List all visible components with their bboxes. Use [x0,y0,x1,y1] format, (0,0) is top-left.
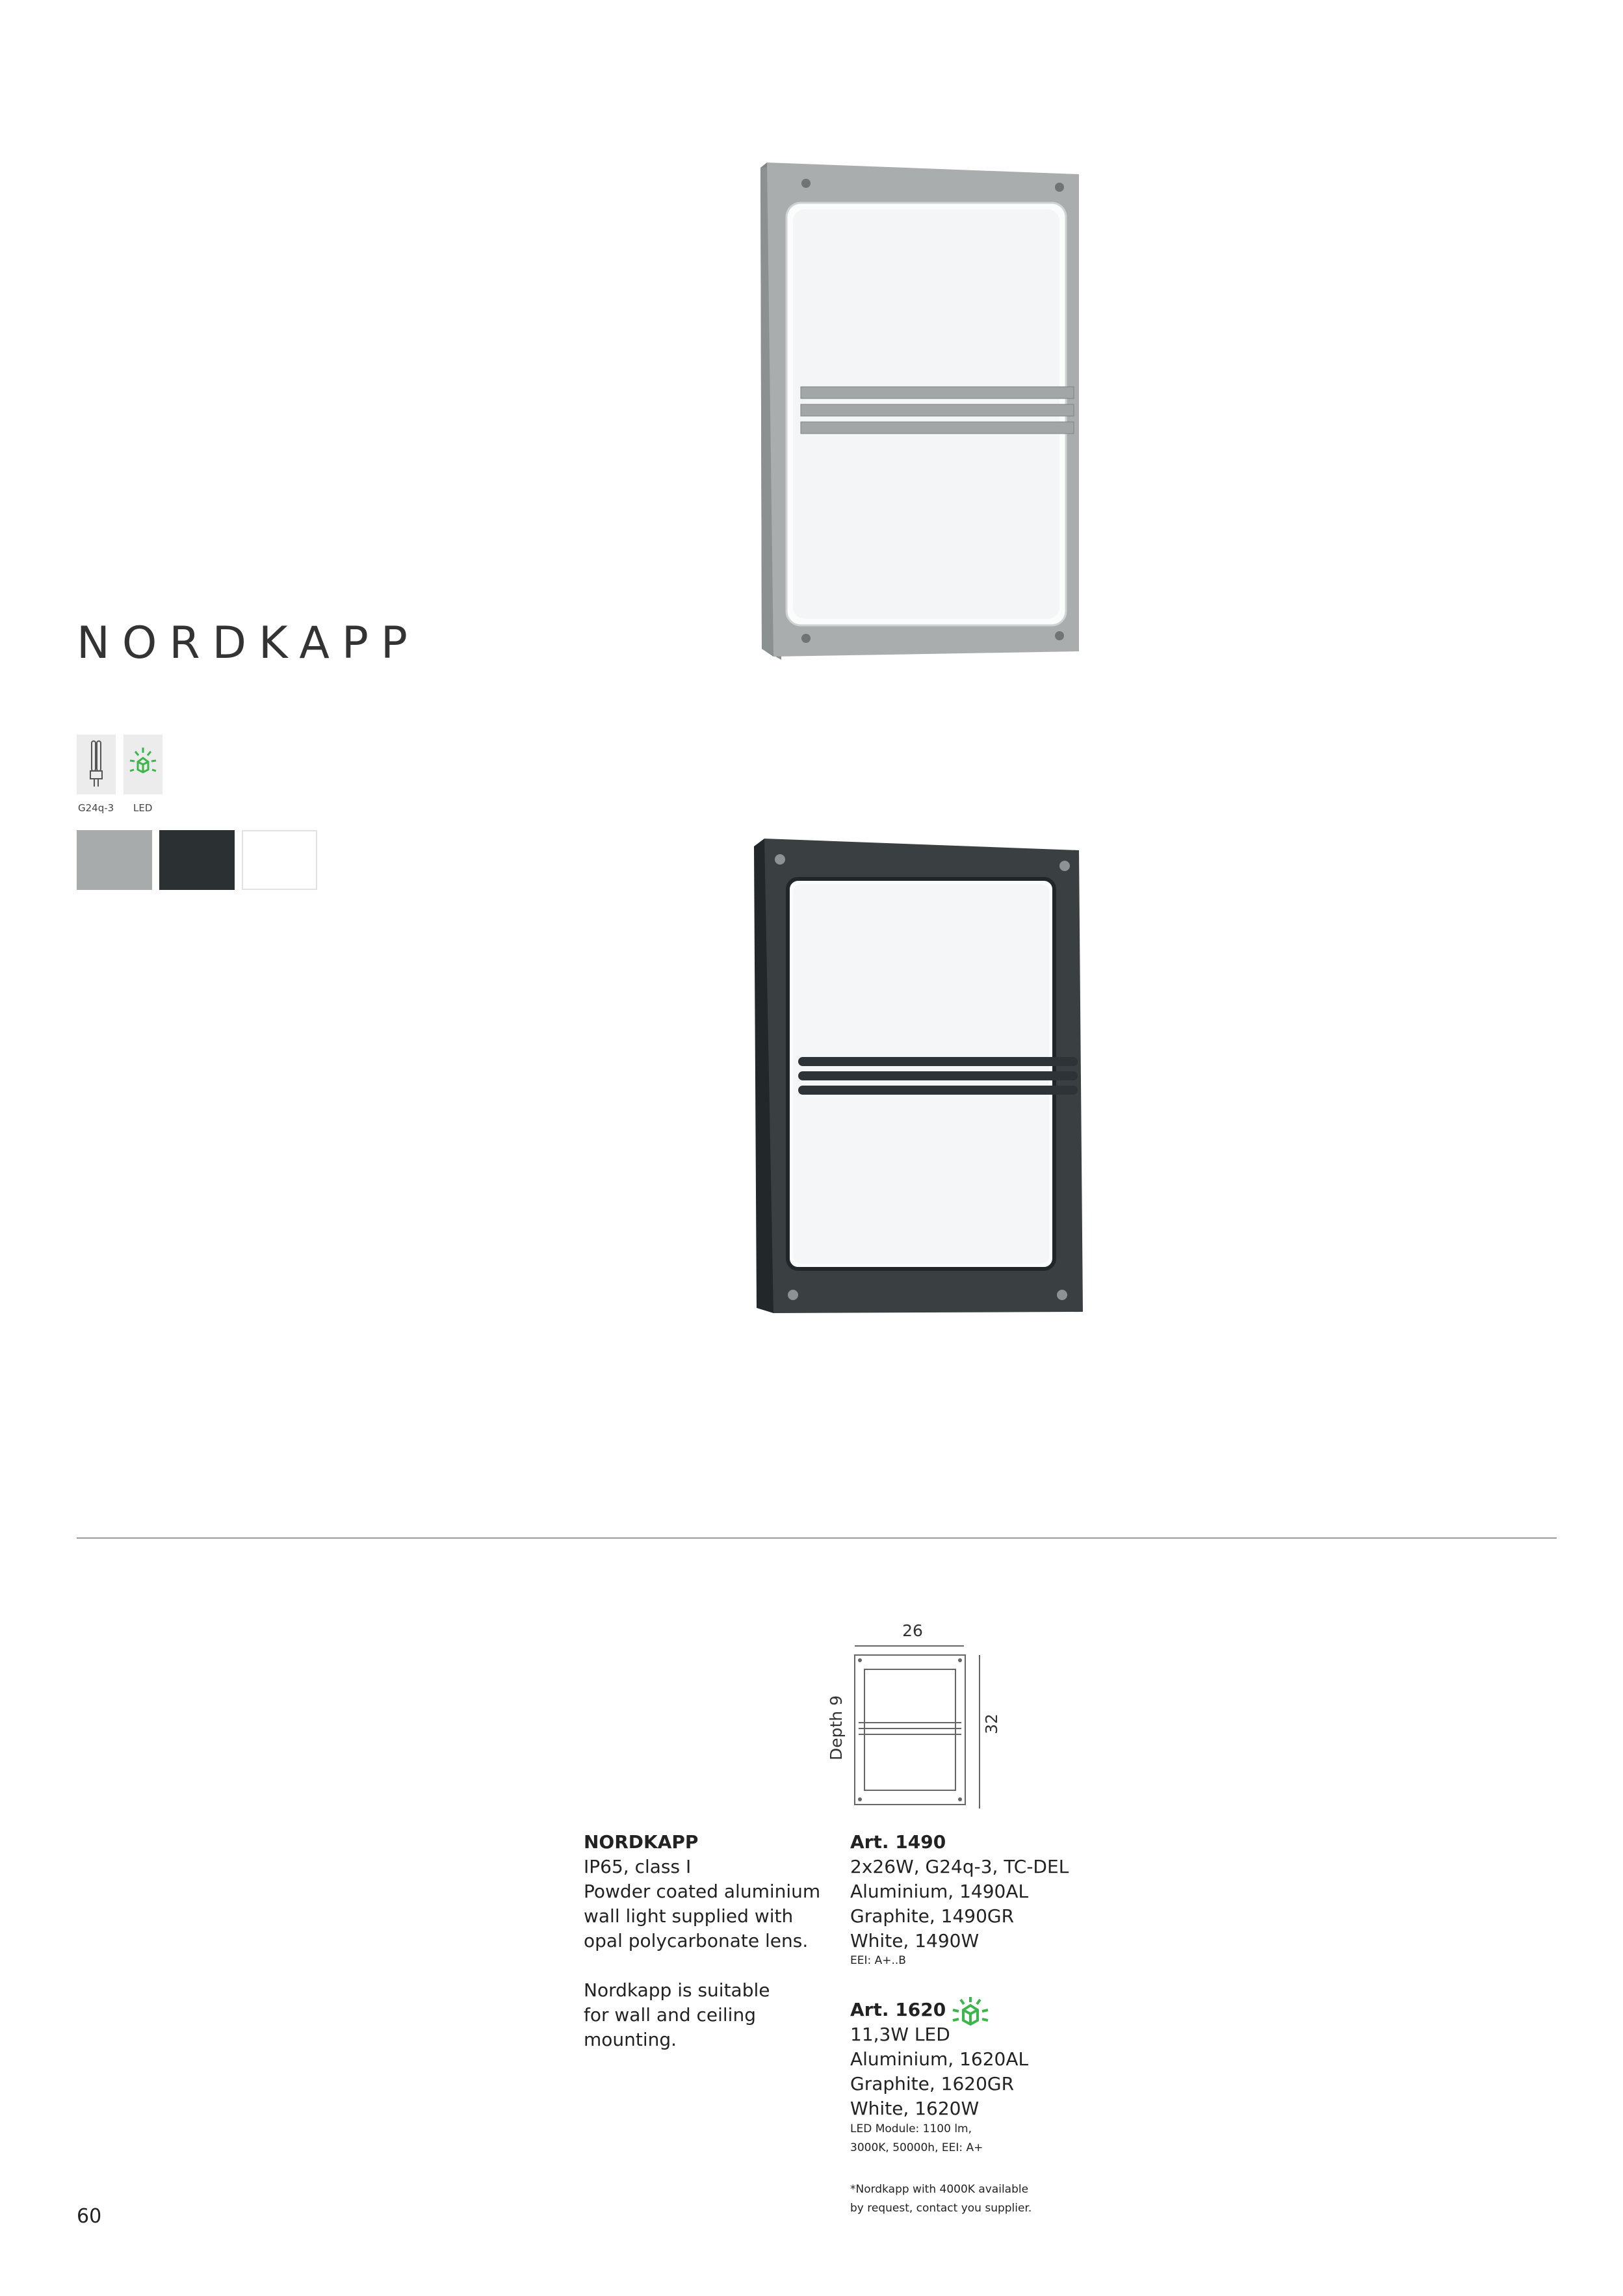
article-fine-print: 3000K, 50000h, EEI: A+ [850,2141,983,2154]
article-fine-print: LED Module: 1100 lm, [850,2122,972,2135]
product-image-aluminium [754,163,1092,663]
icon-caption-g24q3: G24q-3 [78,802,114,814]
description-line: Powder coated aluminium [584,1881,821,1902]
dimension-height: 32 [982,1714,1001,1734]
product-image-graphite [747,839,1085,1320]
article-line: Aluminium, 1490AL [850,1881,1029,1902]
article-line: White, 1490W [850,1930,980,1951]
dimension-width: 26 [902,1621,923,1640]
article-line: White, 1620W [850,2098,980,2119]
swatch-graphite [159,830,235,890]
product-title: NORDKAPP [77,618,420,669]
page-number: 60 [77,2205,102,2228]
description-line: wall light supplied with [584,1905,794,1927]
icon-caption-led: LED [133,802,153,814]
article-line: Graphite, 1490GR [850,1905,1015,1927]
article-line: Graphite, 1620GR [850,2073,1015,2094]
description-note-line: Nordkapp is suitable [584,1979,770,2001]
article-fine-print: EEI: A+..B [850,1954,906,1967]
description-line: IP65, class I [584,1856,692,1877]
bulb-icon [77,735,116,794]
dimension-drawing [816,1619,1011,1814]
section-divider [77,1537,1557,1539]
description-heading: NORDKAPP [584,1831,699,1853]
description-line: opal polycarbonate lens. [584,1930,809,1951]
dimension-depth: Depth 9 [827,1695,846,1760]
footnote-line: by request, contact you supplier. [850,2202,1032,2215]
led-icon [123,735,162,794]
description-note-line: for wall and ceiling [584,2004,756,2026]
article-line: 2x26W, G24q-3, TC-DEL [850,1856,1069,1877]
article-title: Art. 1490 [850,1831,946,1853]
footnote-line: *Nordkapp with 4000K available [850,2183,1029,2196]
description-note-line: mounting. [584,2029,677,2050]
swatch-white [242,830,317,890]
swatch-aluminium [77,830,152,890]
article-line: Aluminium, 1620AL [850,2048,1029,2070]
article-line: 11,3W LED [850,2024,950,2045]
article-title: Art. 1620 [850,1999,946,2020]
